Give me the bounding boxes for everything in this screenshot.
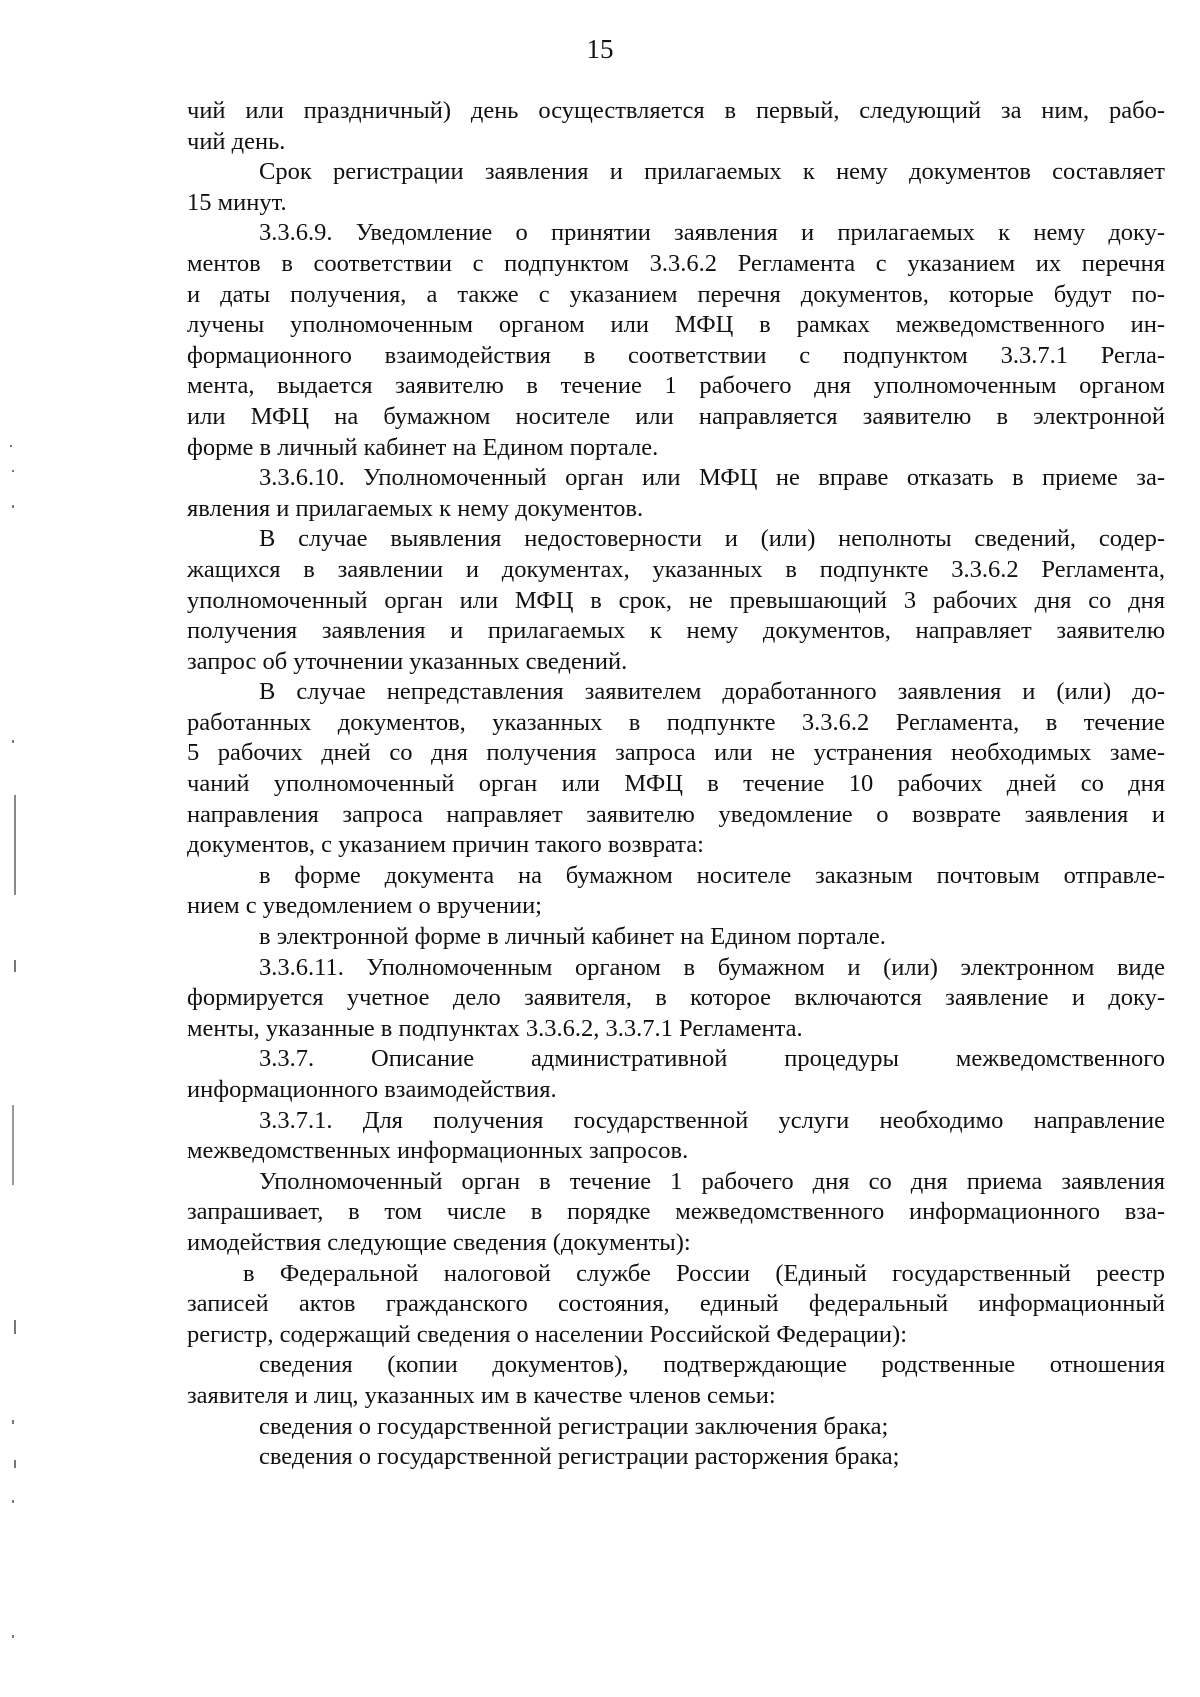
text-line: 3.3.6.9. Уведомление о принятии заявления и прилагаемых к нему доку- [259, 219, 1165, 247]
text-line: направления запроса направляет заявителю уведомление о возврате заявления и [187, 800, 1165, 828]
text-line: 3.3.7.1. Для получения государственной услуги необходимо направление [259, 1106, 1165, 1134]
text-line: запрос об уточнении указанных сведений. [187, 647, 628, 675]
scan-artifact [12, 1420, 14, 1424]
text-line: менты, указанные в подпунктах 3.3.6.2, 3.3.7.1 Регламента. [187, 1014, 803, 1042]
text-line: записей актов гражданского состояния, единый федеральный информационный [187, 1290, 1165, 1318]
text-line: уполномоченный орган или МФЦ в срок, не превышающий 3 рабочих дня со дня [187, 586, 1165, 614]
scan-artifact [14, 1320, 16, 1334]
scan-artifact [12, 1500, 14, 1503]
text-line: документов, с указанием причин такого возврата: [187, 831, 704, 859]
page-number: 15 [586, 34, 614, 64]
text-line: и даты получения, а также с указанием перечня документов, которые будут по- [187, 280, 1165, 308]
text-line: в электронной форме в личный кабинет на Едином портале. [259, 923, 886, 951]
text-line: В случае непредставления заявителем доработанного заявления и (или) до- [259, 678, 1165, 706]
text-line: чаний уполномоченный орган или МФЦ в течение 10 рабочих дней со дня [187, 770, 1165, 798]
text-line: жащихся в заявлении и документах, указанных в подпункте 3.3.6.2 Регламента, [187, 555, 1165, 583]
text-line: сведения (копии документов), подтверждающие родственные отношения [259, 1351, 1165, 1379]
text-line: сведения о государственной регистрации заключения брака; [259, 1412, 889, 1440]
text-line: нием с уведомлением о вручении; [187, 892, 542, 920]
text-line: или МФЦ на бумажном носителе или направляется заявителю в электронной [187, 402, 1165, 430]
text-line: 15 минут. [187, 188, 287, 216]
text-line: чий день. [187, 127, 286, 155]
text-line: запрашивает, в том числе в порядке межведомственного информационного вза- [187, 1198, 1165, 1226]
scan-artifact [12, 1635, 14, 1638]
text-line: 3.3.6.11. Уполномоченным органом в бумажном и (или) электронном виде [259, 953, 1165, 981]
text-line: форме в личный кабинет на Едином портале. [187, 433, 659, 461]
text-line: 5 рабочих дней со дня получения запроса или не устранения необходимых заме- [187, 739, 1165, 767]
text-line: в форме документа на бумажном носителе заказным почтовым отправле- [259, 861, 1165, 889]
text-line: в Федеральной налоговой службе России (Единый государственный реестр [243, 1259, 1165, 1287]
text-line: сведения о государственной регистрации расторжения брака; [259, 1443, 900, 1471]
text-line: регистр, содержащий сведения о населении Российской Федерации): [187, 1320, 907, 1348]
scan-artifact [14, 795, 16, 895]
text-line: Уполномоченный орган в течение 1 рабочего дня со дня приема заявления [259, 1167, 1165, 1195]
text-line: заявителя и лиц, указанных им в качестве членов семьи: [187, 1381, 776, 1409]
text-line: ментов в соответствии с подпунктом 3.3.6.2 Регламента с указанием их перечня [187, 249, 1165, 277]
text-line: 3.3.7. Описание административной процедуры межведомственного [259, 1045, 1165, 1073]
text-line: работанных документов, указанных в подпункте 3.3.6.2 Регламента, в течение [187, 708, 1165, 736]
text-line: формационного взаимодействия в соответствии с подпунктом 3.3.7.1 Регла- [187, 341, 1165, 369]
scan-artifact [10, 445, 12, 447]
text-line: В случае выявления недостоверности и (или) неполноты сведений, содер- [259, 525, 1165, 553]
scan-artifact [12, 1105, 14, 1185]
scan-artifact [12, 470, 14, 472]
text-line: 3.3.6.10. Уполномоченный орган или МФЦ не вправе отказать в приеме за- [259, 464, 1165, 492]
text-line: чий или праздничный) день осуществляется в первый, следующий за ним, рабо- [187, 97, 1165, 124]
text-line: лучены уполномоченным органом или МФЦ в рамках межведомственного ин- [187, 311, 1165, 339]
text-line: явления и прилагаемых к нему документов. [187, 494, 644, 522]
text-line: межведомственных информационных запросов. [187, 1137, 689, 1165]
text-line: формируется учетное дело заявителя, в которое включаются заявление и доку- [187, 984, 1165, 1012]
text-line: информационного взаимодействия. [187, 1076, 557, 1103]
scan-artifact [12, 505, 14, 508]
scan-artifact [14, 960, 16, 972]
scan-artifact [14, 1460, 16, 1468]
document-body [187, 96, 1165, 1473]
text-line: имодействия следующие сведения (документы): [187, 1228, 691, 1256]
text-line: мента, выдается заявителю в течение 1 рабочего дня уполномоченным органом [187, 372, 1165, 400]
text-line: получения заявления и прилагаемых к нему документов, направляет заявителю [187, 617, 1165, 645]
scan-artifact [12, 740, 14, 743]
text-line: Срок регистрации заявления и прилагаемых к нему документов составляет [259, 158, 1165, 186]
